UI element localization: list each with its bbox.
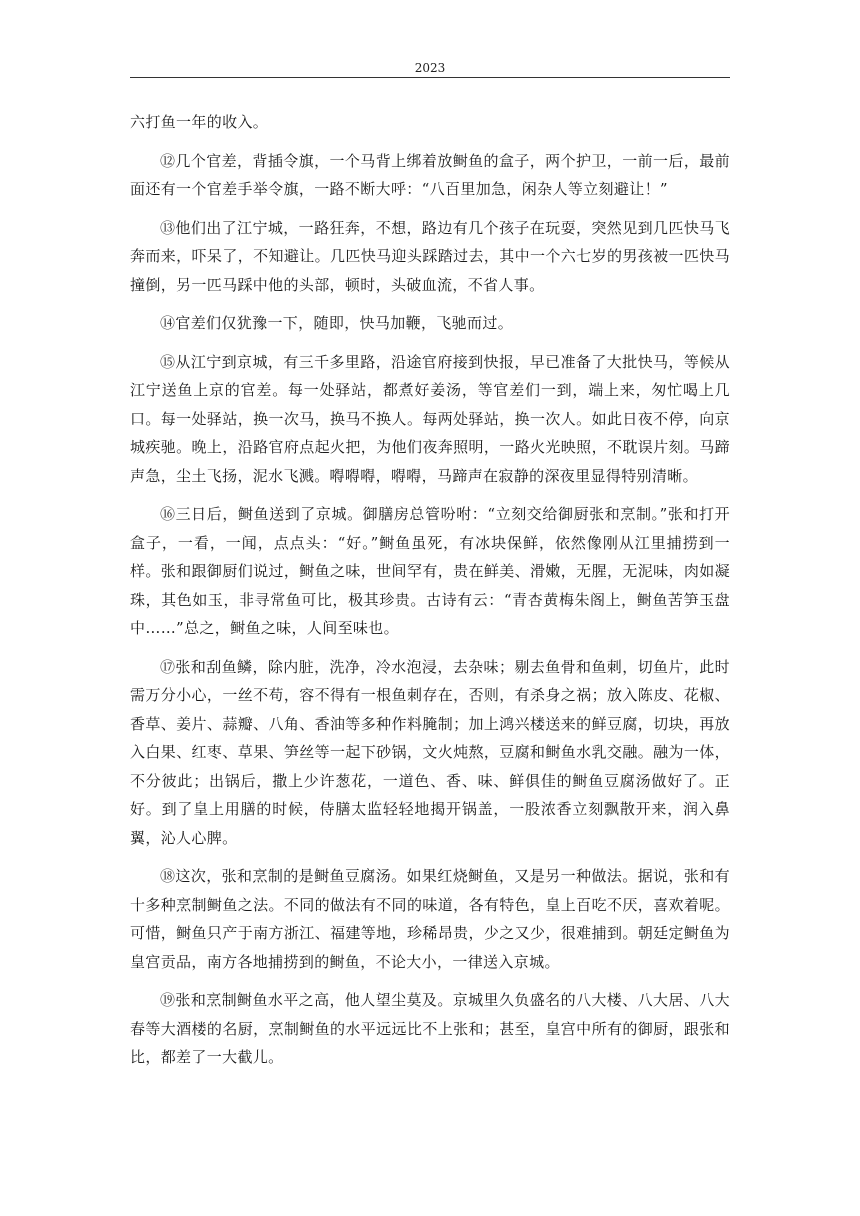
- paragraph-18: ⑱这次，张和烹制的是鲥鱼豆腐汤。如果红烧鲥鱼，又是另一种做法。据说，张和有十多种烹制鲥鱼之法。不同的做法有不同的味道，各有特色，皇上百吃不厌，喜欢着呢。可惜，鲥鱼只产于南方浙江、福建等地，珍稀昂贵，少之又少，很难捕到。朝廷定鲥鱼为皇宫贡品，南方各地捕捞到的鲥鱼，不论大小，一律送入京城。: [130, 867, 730, 971]
- document-body: [130, 108, 730, 1082]
- paragraph-13: ⑬他们出了江宁城，一路狂奔，不想，路边有几个孩子在玩耍，突然见到几匹快马飞奔而来，吓呆了，不知避让。几匹快马迎头踩踏过去，其中一个六七岁的男孩被一匹快马撞倒，另一匹马踩中他的头部，顿时，头破血流，不省人事。: [130, 218, 730, 294]
- page-header-year: 2023: [414, 61, 446, 75]
- paragraph-continuation: 六打鱼一年的收入。: [130, 113, 269, 131]
- paragraph-12: ⑫几个官差，背插令旗，一个马背上绑着放鲥鱼的盒子，两个护卫，一前一后，最前面还有一个官差手举令旗，一路不断大呼：“八百里加急，闲杂人等立刻避让！”: [130, 151, 730, 198]
- paragraph-17: ⑰张和刮鱼鳞，除内脏，洗净，冷水泡浸，去杂味；剔去鱼骨和鱼刺，切鱼片，此时需万分小心，一丝不苟，容不得有一根鱼刺存在，否则，有杀身之祸；放入陈皮、花椒、香草、姜片、蒜瓣、八角、香油等多种作料腌制；加上鸿兴楼送来的鲜豆腐，切块，再放入白果、红枣、草果、笋丝等一起下砂锅，文火炖熬，豆腐和鲥鱼水乳交融。融为一体，不分彼此；出锅后，撒上少许葱花，一道色、香、味、鲜俱佳的鲥鱼豆腐汤做好了。正好。到了皇上用膳的时候，侍膳太监轻轻地揭开锅盖，一股浓香立刻飘散开来，润入鼻翼，沁人心脾。: [130, 657, 730, 847]
- paragraph-16: ⑯三日后，鲥鱼送到了京城。御膳房总管吩咐：“立刻交给御厨张和烹制。”张和打开盒子，一看，一闻，点点头：“好。”鲥鱼虽死，有冰块保鲜，依然像刚从江里捕捞到一样。张和跟御厨们说过，鲥鱼之味，世间罕有，贵在鲜美、滑嫩，无腥，无泥味，肉如凝珠，其色如玉，非寻常鱼可比，极其珍贵。古诗有云：“青杏黄梅朱阁上，鲥鱼苦笋玉盘中……”总之，鲥鱼之味，人间至味也。: [130, 505, 730, 637]
- paragraph-14: ⑭官差们仅犹豫一下，随即，快马加鞭，飞驰而过。: [160, 314, 514, 332]
- header-divider: [130, 77, 730, 78]
- paragraph-15: ⑮从江宁到京城，有三千多里路，沿途官府接到快报，早已准备了大批快马，等候从江宁送鱼上京的官差。每一处驿站，都煮好姜汤，等官差们一到，端上来，匆忙喝上几口。每一处驿站，换一次马，换马不换人。每两处驿站，换一次人。如此日夜不停，向京城疾驰。晚上，沿路官府点起火把，为他们夜奔照明，一路火光映照，不耽误片刻。马蹄声急，尘土飞扬，泥水飞溅。嘚嘚嘚，嘚嘚，马蹄声在寂静的深夜里显得特别清晰。: [130, 352, 730, 485]
- paragraph-19: ⑲张和烹制鲥鱼水平之高，他人望尘莫及。京城里久负盛名的八大楼、八大居、八大春等大酒楼的名厨，烹制鲥鱼的水平远远比不上张和；甚至，皇宫中所有的御厨，跟张和比，都差了一大截儿。: [130, 991, 730, 1066]
